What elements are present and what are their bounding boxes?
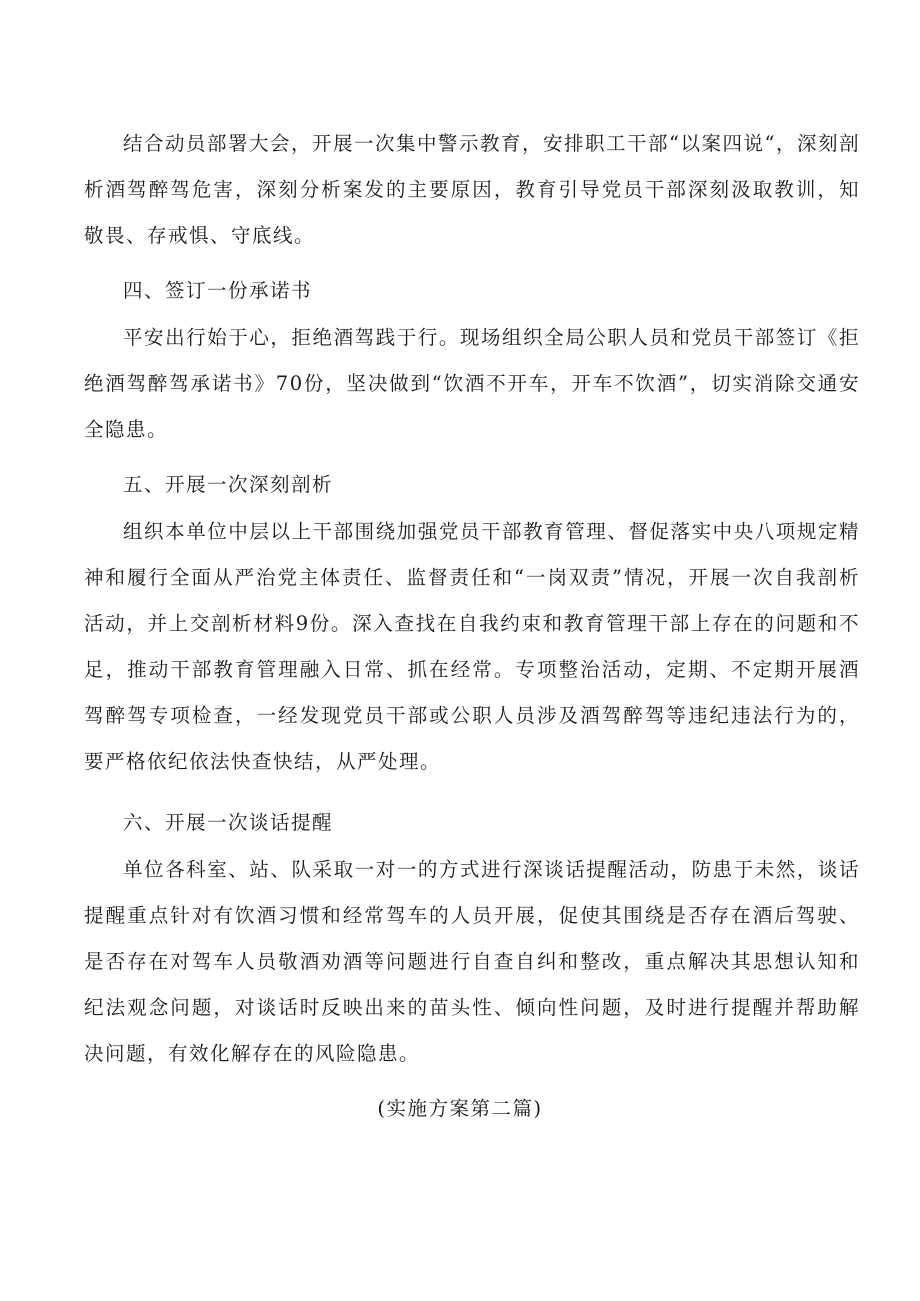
next-part-title: (实施方案第二篇) (377, 1097, 543, 1120)
section-heading-4: 四、签订一份承诺书 (123, 279, 313, 302)
intro-paragraph: 结合动员部署大会，开展一次集中警示教育，安排职工干部“以案四说“，深刻剖析酒驾醉驾危害，深刻分析案发的主要原因，教育引导党员干部深刻汲取教训，知敬畏、存戒惧、守底线。 (84, 132, 860, 247)
section-body-4: 平安出行始于心，拒绝酒驾践于行。现场组织全局公职人员和党员干部签订《拒绝酒驾醉驾承诺书》70份，坚决做到“饮酒不开车，开车不饮酒”，切实消除交通安全隐患。 (84, 326, 860, 441)
section-body-5: 组织本单位中层以上干部围绕加强党员干部教育管理、督促落实中央八项规定精神和履行全面从严治党主体责任、监督责任和“一岗双责”情况，开展一次自我剖析活动，并上交剖析材料9份。深入查找在自我约束和教育管理干部上存在的问题和不足，推动干部教育管理融入日常、抓在经常。专项整治活动，定期、不定期开展酒驾醉驾专项检查，一经发现党员干部或公职人员涉及酒驾醉驾等违纪违法行为的，要严格依纪依法快查快结，从严处理。 (84, 520, 860, 773)
section-heading-5: 五、开展一次深刻剖析 (123, 473, 334, 496)
section-heading-6: 六、开展一次谈话提醒 (123, 811, 334, 834)
section-body-6: 单位各科室、站、队采取一对一的方式进行深谈话提醒活动，防患于未然，谈话提醒重点针对有饮酒习惯和经常驾车的人员开展，促使其围绕是否存在酒后驾驶、是否存在对驾车人员敬酒劝酒等问题进行自查自纠和整改，重点解决其思想认知和纪法观念问题，对谈话时反映出来的苗头性、倾向性问题，及时进行提醒并帮助解决问题，有效化解存在的风险隐患。 (84, 858, 860, 1065)
